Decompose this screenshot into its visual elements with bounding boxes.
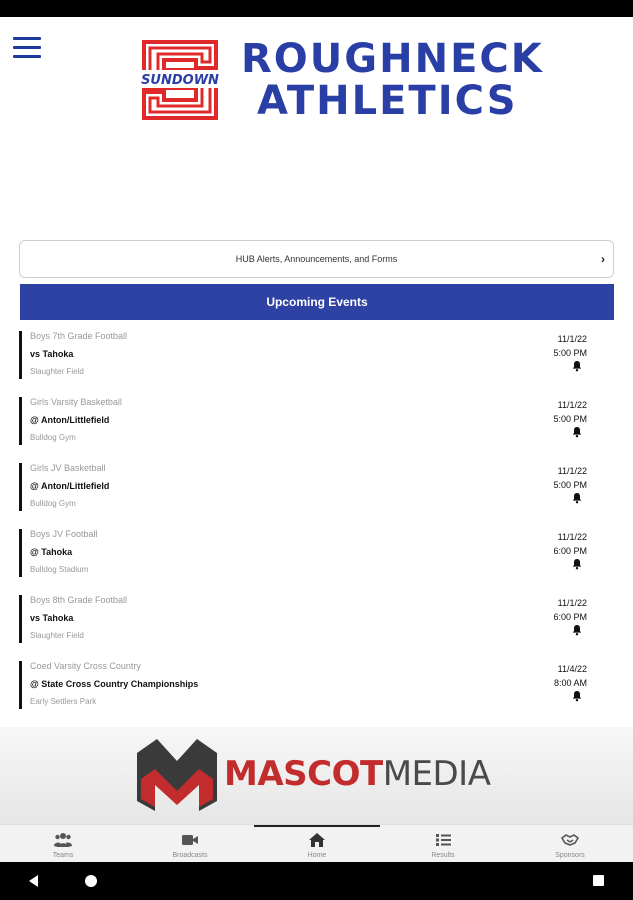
hub-alerts-button[interactable] [19, 240, 614, 278]
tab-label: Home [307, 852, 327, 859]
hub-alerts-label: HUB Alerts, Announcements, and Forms [235, 254, 398, 264]
mascot-media-logo-icon [137, 739, 217, 811]
event-item[interactable] [19, 657, 614, 723]
event-date: 11/4/22 [557, 664, 587, 674]
event-item[interactable] [19, 591, 614, 657]
system-nav-bar [0, 862, 633, 900]
event-time: 8:00 AM [553, 678, 587, 688]
event-time: 5:00 PM [553, 414, 587, 424]
event-sport: Boys JV Football [30, 529, 98, 539]
bell-icon[interactable] [571, 492, 583, 504]
tab-broadcasts[interactable] [150, 825, 230, 863]
event-item[interactable] [19, 525, 614, 591]
bell-icon[interactable] [571, 624, 583, 636]
event-date: 11/1/22 [557, 598, 587, 608]
event-sport: Girls Varsity Basketball [30, 397, 122, 407]
video-camera-icon [181, 832, 199, 848]
app-title [241, 38, 544, 122]
status-bar [0, 0, 633, 17]
bell-icon[interactable] [571, 690, 583, 702]
event-time: 6:00 PM [553, 612, 587, 622]
tab-label: Broadcasts [172, 852, 208, 859]
event-opponent: @ Anton/Littlefield [30, 415, 110, 425]
event-time: 5:00 PM [553, 348, 587, 358]
brand-part-1: MASCOT [224, 754, 383, 794]
event-date: 11/1/22 [557, 400, 587, 410]
event-date: 11/1/22 [557, 334, 587, 344]
event-accent-bar [19, 397, 22, 445]
events-list [19, 327, 614, 723]
event-sport: Coed Varsity Cross Country [30, 661, 141, 671]
upcoming-events-title: Upcoming Events [266, 295, 368, 309]
upcoming-events-header [20, 284, 614, 320]
tab-label: Results [431, 852, 455, 859]
event-location: Slaughter Field [30, 631, 84, 640]
event-location: Slaughter Field [30, 367, 84, 376]
event-time: 6:00 PM [553, 546, 587, 556]
event-location: Bulldog Gym [30, 433, 76, 442]
teams-icon [54, 832, 72, 848]
event-item[interactable] [19, 327, 614, 393]
bell-icon[interactable] [571, 426, 583, 438]
event-opponent: vs Tahoka [30, 613, 74, 623]
brand-part-2: MEDIA [382, 754, 491, 794]
event-item[interactable] [19, 393, 614, 459]
tab-label: Sponsors [555, 852, 585, 859]
event-sport: Boys 8th Grade Football [30, 595, 128, 605]
mascot-media-wordmark [224, 755, 490, 793]
bell-icon[interactable] [571, 360, 583, 372]
handshake-icon [561, 832, 579, 848]
event-location: Bulldog Gym [30, 499, 76, 508]
event-sport: Girls JV Basketball [30, 463, 106, 473]
tab-label: Teams [52, 852, 74, 859]
event-date: 11/1/22 [557, 532, 587, 542]
event-item[interactable] [19, 459, 614, 525]
event-time: 5:00 PM [553, 480, 587, 490]
event-accent-bar [19, 595, 22, 643]
sponsor-banner[interactable] [0, 727, 633, 824]
bell-icon[interactable] [571, 558, 583, 570]
event-accent-bar [19, 661, 22, 709]
hamburger-menu-icon[interactable] [13, 37, 41, 59]
event-location: Bulldog Stadium [30, 565, 89, 574]
tab-sponsors[interactable] [530, 825, 610, 863]
event-opponent: @ Anton/Littlefield [30, 481, 110, 491]
event-accent-bar [19, 529, 22, 577]
event-location: Early Settlers Park [30, 697, 97, 706]
bottom-tab-bar [0, 824, 633, 862]
back-icon[interactable] [28, 875, 40, 887]
recent-apps-icon[interactable] [593, 875, 604, 886]
tab-home[interactable] [277, 825, 357, 863]
tab-results[interactable] [403, 825, 483, 863]
event-opponent: vs Tahoka [30, 349, 74, 359]
chevron-right-icon: › [601, 252, 605, 266]
event-accent-bar [19, 463, 22, 511]
title-line-1: ROUGHNECK [241, 36, 544, 82]
event-accent-bar [19, 331, 22, 379]
home-icon [308, 832, 326, 848]
school-logo [138, 38, 558, 124]
list-icon [434, 832, 452, 848]
svg-text:SUNDOWN: SUNDOWN [141, 73, 219, 88]
title-line-2: ATHLETICS [257, 78, 518, 124]
event-sport: Boys 7th Grade Football [30, 331, 128, 341]
sundown-s-logo [138, 38, 222, 122]
tab-teams[interactable] [23, 825, 103, 863]
event-opponent: @ Tahoka [30, 547, 73, 557]
home-circle-icon[interactable] [85, 875, 97, 887]
event-date: 11/1/22 [557, 466, 587, 476]
event-opponent: @ State Cross Country Championships [30, 679, 199, 689]
